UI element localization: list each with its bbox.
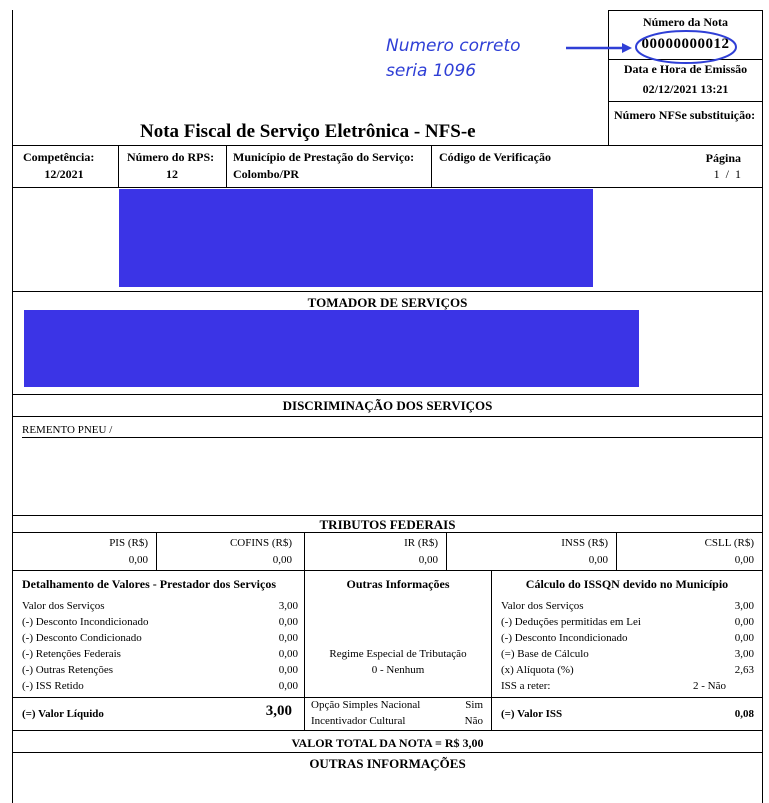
valores-divider-2 [491, 570, 492, 730]
det-row-value: 0,00 [278, 632, 298, 644]
regime-especial-value: 0 - Nenhum [371, 664, 425, 676]
data-emissao-value: 02/12/2021 13:21 [642, 82, 729, 96]
numero-nota-label: Número da Nota [642, 15, 729, 29]
issqn-row-value: 0,00 [734, 616, 754, 628]
det-row-value: 0,00 [278, 648, 298, 660]
issqn-row-label: ISS a reter: [501, 680, 551, 692]
tributos-title: TRIBUTOS FEDERAIS [319, 517, 456, 532]
issqn-row-label: (=) Base de Cálculo [501, 648, 589, 660]
issqn-row-value: 2 - Não [693, 680, 726, 692]
issqn-row-value: 3,00 [734, 600, 754, 612]
inss-value: 0,00 [588, 554, 608, 566]
valor-total-nota: VALOR TOTAL DA NOTA = R$ 3,00 [291, 736, 484, 750]
info-divider-3 [431, 145, 432, 187]
outras-informacoes-title: Outras Informações [346, 577, 450, 591]
simples-nacional-label: Opção Simples Nacional [311, 699, 421, 711]
tributos-divider-4 [616, 532, 617, 570]
number-box-top-border [608, 10, 763, 11]
tomador-redacted-block [24, 310, 639, 387]
discriminacao-text-underline [22, 437, 763, 438]
info-divider-1 [118, 145, 119, 187]
issqn-row-label: (-) Deduções permitidas em Lei [501, 616, 641, 628]
incentivador-cultural-label: Incentivador Cultural [311, 715, 406, 727]
issqn-title: Cálculo do ISSQN devido no Município [525, 577, 729, 591]
annotation-line-1: Numero correto [386, 36, 521, 56]
pagina-value: 1 / 1 [713, 167, 741, 181]
competencia-label: Competência: [23, 150, 95, 164]
numero-nota-value: 00000000012 [641, 36, 730, 52]
discriminacao-title-border [12, 416, 763, 417]
competencia-value: 12/2021 [44, 167, 84, 181]
det-row-label: (-) Desconto Incondicionado [22, 616, 149, 628]
det-row-label: (-) Desconto Condicionado [22, 632, 142, 644]
tomador-top-border [12, 291, 763, 292]
discriminacao-top-border [12, 394, 763, 395]
header-line-2 [608, 101, 763, 102]
annotation-arrow-circle [560, 28, 750, 68]
det-row-value: 0,00 [278, 616, 298, 628]
det-row-value: 0,00 [278, 680, 298, 692]
annotation-arrow-head [622, 43, 632, 53]
municipio-label: Município de Prestação do Serviço: [233, 150, 415, 164]
info-divider-2 [226, 145, 227, 187]
tributos-divider-1 [156, 532, 157, 570]
total-bottom-border [12, 752, 763, 753]
discriminacao-title: DISCRIMINAÇÃO DOS SERVIÇOS [282, 398, 493, 413]
rps-value: 12 [166, 167, 178, 181]
tributos-top-border [12, 515, 763, 516]
discriminacao-text: REMENTO PNEU / [22, 424, 113, 436]
det-row-value: 3,00 [278, 600, 298, 612]
valor-liquido-value: 3,00 [265, 703, 292, 719]
cofins-label: COFINS (R$) [229, 537, 292, 549]
tributos-bottom-border [12, 570, 763, 571]
outras-informacoes-footer-title: OUTRAS INFORMAÇÕES [309, 756, 466, 771]
tributos-divider-2 [304, 532, 305, 570]
issqn-row-label: (x) Alíquota (%) [501, 664, 574, 676]
info-bottom-border [12, 187, 763, 188]
det-row-label: Valor dos Serviços [22, 600, 105, 612]
pis-value: 0,00 [128, 554, 148, 566]
det-row-label: (-) ISS Retido [22, 680, 84, 692]
incentivador-cultural-value: Não [464, 715, 483, 727]
page-title: Nota Fiscal de Serviço Eletrônica - NFS-e [140, 121, 476, 142]
det-row-label: (-) Outras Retenções [22, 664, 114, 676]
valor-iss-value: 0,08 [734, 708, 754, 720]
csll-value: 0,00 [734, 554, 754, 566]
csll-label: CSLL (R$) [704, 537, 754, 549]
tributos-divider-3 [446, 532, 447, 570]
detalhamento-title: Detalhamento de Valores - Prestador dos Serviços [22, 577, 276, 591]
valores-bottom-border [12, 730, 763, 731]
issqn-row-label: Valor dos Serviços [501, 600, 584, 612]
ir-value: 0,00 [418, 554, 438, 566]
valor-iss-label: (=) Valor ISS [501, 708, 563, 720]
cofins-value: 0,00 [272, 554, 292, 566]
rps-label: Número do RPS: [127, 150, 215, 164]
pagina-label: Página [705, 151, 741, 165]
issqn-row-label: (-) Desconto Incondicionado [501, 632, 628, 644]
annotation-circle [636, 31, 736, 63]
valores-mid-border [12, 697, 763, 698]
issqn-row-value: 3,00 [734, 648, 754, 660]
inss-label: INSS (R$) [561, 537, 608, 549]
info-top-border [12, 145, 763, 146]
det-row-label: (-) Retenções Federais [22, 648, 121, 660]
simples-nacional-value: Sim [465, 699, 483, 711]
ir-label: IR (R$) [404, 537, 438, 549]
data-emissao-label: Data e Hora de Emissão [623, 62, 748, 76]
pis-label: PIS (R$) [109, 537, 148, 549]
issqn-row-value: 0,00 [734, 632, 754, 644]
regime-especial-label: Regime Especial de Tributação [329, 648, 467, 660]
prestador-redacted-block [119, 189, 593, 287]
tributos-title-border [12, 532, 763, 533]
issqn-row-value: 2,63 [734, 664, 754, 676]
tomador-title: TOMADOR DE SERVIÇOS [307, 295, 468, 310]
det-row-value: 0,00 [278, 664, 298, 676]
codigo-verificacao-label: Código de Verificação [439, 150, 551, 164]
municipio-value: Colombo/PR [233, 167, 299, 181]
valor-liquido-label: (=) Valor Líquido [22, 708, 104, 720]
annotation-line-2: seria 1096 [386, 61, 477, 81]
nfse-substituicao-label: Número NFSe substituição: [614, 108, 756, 122]
